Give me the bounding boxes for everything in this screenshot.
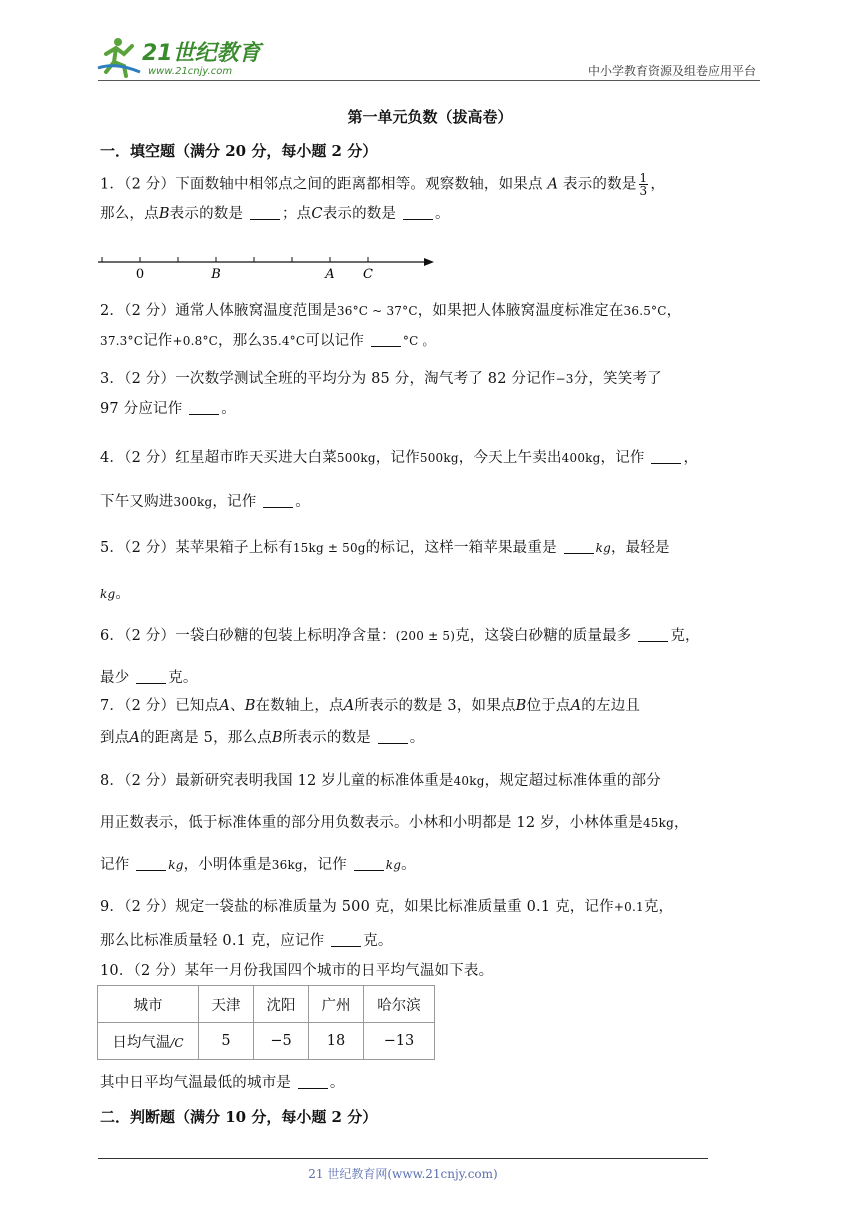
- tick-label-c: C: [363, 267, 373, 282]
- table-cell: −13: [364, 1023, 435, 1060]
- platform-name: 中小学教育资源及组卷应用平台: [587, 64, 756, 78]
- header-divider: [98, 80, 760, 81]
- question-10-tail: 其中日平均气温最低的城市是 。: [100, 1075, 345, 1091]
- table-row: [98, 986, 435, 1023]
- answer-blank[interactable]: [403, 205, 433, 220]
- table-cell: 哈尔滨: [364, 986, 435, 1023]
- answer-blank[interactable]: [378, 729, 408, 744]
- question-9: 9．（2 分）规定一袋盐的标准质量为 500 克，如果比标准质量重 0.1 克，记作+0.1克， 那么比标准质量轻 0.1 克，应记作 克。: [100, 899, 674, 949]
- question-4: 4．（2 分）红星超市昨天买进大白菜500kg，记作500kg，今天上午卖出400kg，记作 ， 下午又购进300kg，记作 。: [100, 450, 699, 510]
- table-row: [98, 1023, 435, 1060]
- answer-blank[interactable]: [189, 400, 219, 415]
- table-cell: 18: [309, 1023, 364, 1060]
- question-1: 1．（2 分）下面数轴中相邻点之间的距离都相等。观察数轴，如果点 A 表示的数是 $\frac{1}{3}$ ， 那么，点B表示的数是 ；点C表示的数是 。: [100, 171, 666, 222]
- question-8: 8．（2 分）最新研究表明我国 12 岁儿童的标准体重是40kg，规定超过标准体重的部分 用正数表示，低于标准体重的部分用负数表示。小林和小明都是 12 岁，小林体重是45kg， 记作 kg，小明体重是36kg，记作 kg。: [100, 773, 689, 873]
- footer-text: 21 世纪教育网(www.21cnjy.com): [308, 1167, 498, 1181]
- temperature-table: [97, 985, 435, 1060]
- question-5: 5．（2 分）某苹果箱子上标有15kg ± 50g的标记，这样一箱苹果最重是 kg，最轻是 kg。: [100, 540, 670, 602]
- answer-blank[interactable]: [250, 205, 280, 220]
- page-title: 第一单元负数（拔高卷）: [347, 108, 513, 126]
- table-cell: 广州: [309, 986, 364, 1023]
- answer-blank[interactable]: [354, 856, 384, 871]
- table-cell: 5: [199, 1023, 254, 1060]
- answer-blank[interactable]: [136, 669, 166, 684]
- answer-blank[interactable]: [371, 332, 401, 347]
- answer-blank[interactable]: [263, 493, 293, 508]
- runner-icon: [98, 38, 140, 76]
- answer-blank[interactable]: [298, 1074, 328, 1089]
- table-cell: 日均气温/C: [98, 1023, 199, 1060]
- tick-label-a: A: [325, 267, 335, 282]
- question-7: 7．（2 分）已知点A、B在数轴上，点A所表示的数是 3，如果点B位于点A的左边且 到点A的距离是 5，那么点B所表示的数是 。: [100, 698, 641, 746]
- question-6: 6．（2 分）一袋白砂糖的包装上标明净含量：(200 ± 5)克，这袋白砂糖的质量最多 克， 最少 克。: [100, 628, 700, 686]
- footer-divider: [98, 1158, 708, 1159]
- answer-blank[interactable]: [564, 539, 594, 554]
- question-10: 10．（2 分）某年一月份我国四个城市的日平均气温如下表。: [100, 963, 494, 979]
- table-cell: 城市: [98, 986, 199, 1023]
- arrow-icon: [424, 258, 434, 266]
- table-cell: −5: [254, 1023, 309, 1060]
- number-line: [98, 250, 438, 282]
- fraction: $\frac{1}{3}$: [639, 171, 648, 198]
- svg-text:21世纪教育: 21世纪教育: [142, 41, 261, 66]
- answer-blank[interactable]: [136, 856, 166, 871]
- answer-blank[interactable]: [331, 932, 361, 947]
- section-fill-blank: 一．填空题（满分 20 分，每小题 2 分）: [100, 142, 378, 160]
- question-3: 3．（2 分）一次数学测试全班的平均分为 85 分，淘气考了 82 分记作−3分，笑笑考了 97 分应记作 。: [100, 371, 662, 417]
- table-cell: 沈阳: [254, 986, 309, 1023]
- question-2: 2．（2 分）通常人体腋窝温度范围是36°C ~ 37°C，如果把人体腋窝温度标准定在36.5°C， 37.3°C记作+0.8°C，那么35.4°C可以记作 °C 。: [100, 303, 682, 349]
- svg-text:www.21cnjy.com: www.21cnjy.com: [148, 66, 233, 77]
- table-cell: 天津: [199, 986, 254, 1023]
- tick-label-0: 0: [135, 267, 145, 282]
- tick-label-b: B: [211, 267, 221, 282]
- site-logo: [96, 32, 266, 80]
- answer-blank[interactable]: [638, 627, 668, 642]
- section-judgement: 二．判断题（满分 10 分，每小题 2 分）: [100, 1108, 378, 1126]
- answer-blank[interactable]: [651, 449, 681, 464]
